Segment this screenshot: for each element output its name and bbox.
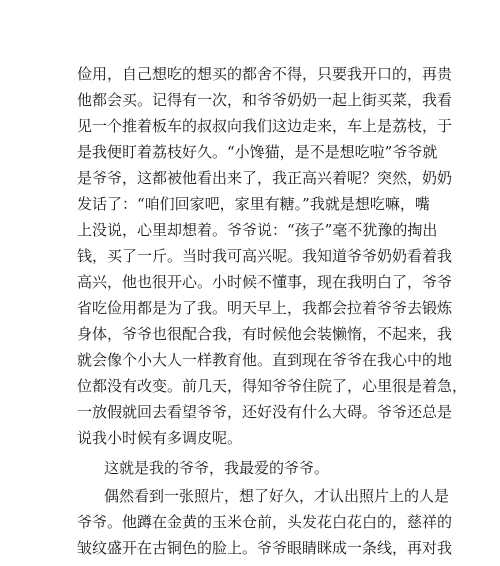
text-line-2: 他都会买。记得有一次，和爷爷奶奶一起上街买菜，我看 [77,91,453,109]
text-line-15: 说我小时候有多调皮呢。 [77,429,243,447]
text-line-6: 发话了：“咱们回家吧，家里有糖。”我就是想吃嘛，嘴 [77,195,430,213]
text-line-7: 上没说，心里却想着。爷爷说：“孩子”毫不犹豫的掏出 [77,221,438,239]
text-line-19: 皱纹盛开在古铜色的脸上。爷爷眼睛眯成一条线，再对我 [77,539,453,557]
text-line-9: 高兴，他也很开心。小时候不懂事，现在我明白了，爷爷 [77,273,453,291]
text-line-11: 身体，爷爷也很配合我，有时候他会装懒惰，不起来，我 [77,325,453,343]
text-line-13: 位都没有改变。前几天，得知爷爷住院了，心里很是着急， [77,377,468,395]
text-line-5: 是爷爷，这都被他看出来了，我正高兴着呢？突然，奶奶 [77,169,453,187]
text-line-17: 偶然看到一张照片，想了好久，才认出照片上的人是 [104,487,450,505]
text-line-3: 见一个推着板车的叔叔向我们这边走来，车上是荔枝，于 [77,117,453,135]
text-line-14: 一放假就回去看望爷爷，还好没有什么大碍。爷爷还总是 [77,403,453,421]
text-line-16: 这就是我的爷爷，我最爱的爷爷。 [104,459,330,477]
text-line-12: 就会像个小大人一样教育他。直到现在爷爷在我心中的地 [77,351,453,369]
text-line-18: 爷爷。他蹲在金黄的玉米仓前，头发花白花白的，慈祥的 [77,513,453,531]
text-line-4: 是我便盯着荔枝好久。“小馋猫，是不是想吃啦”爷爷就 [77,143,438,161]
text-line-8: 钱，买了一斤。当时我可高兴呢。我知道爷爷奶奶看着我 [77,247,453,265]
text-line-10: 省吃俭用都是为了我。明天早上，我都会拉着爷爷去锻炼 [77,299,453,317]
text-line-1: 俭用，自己想吃的想买的都舍不得，只要我开口的，再贵 [77,65,453,83]
